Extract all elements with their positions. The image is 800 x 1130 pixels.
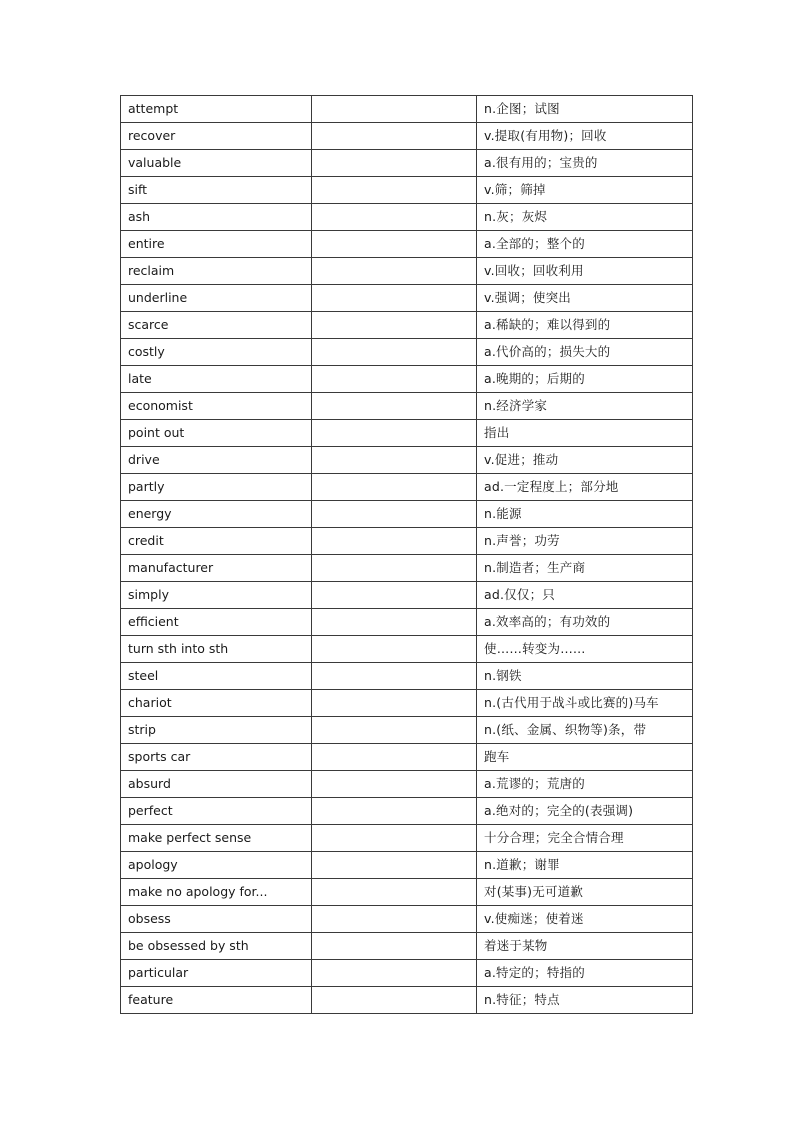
- word-cell: strip: [121, 717, 312, 744]
- word-cell: efficient: [121, 609, 312, 636]
- blank-answer-cell: [312, 339, 477, 366]
- blank-answer-cell: [312, 960, 477, 987]
- meaning-cell: v.筛；筛掉: [477, 177, 693, 204]
- blank-answer-cell: [312, 555, 477, 582]
- blank-answer-cell: [312, 366, 477, 393]
- word-cell: make perfect sense: [121, 825, 312, 852]
- word-cell: chariot: [121, 690, 312, 717]
- meaning-cell: 对(某事)无可道歉: [477, 879, 693, 906]
- blank-answer-cell: [312, 474, 477, 501]
- table-row: [121, 582, 693, 609]
- word-cell: late: [121, 366, 312, 393]
- word-cell: absurd: [121, 771, 312, 798]
- meaning-cell: n.经济学家: [477, 393, 693, 420]
- table-row: [121, 690, 693, 717]
- table-row: [121, 555, 693, 582]
- blank-answer-cell: [312, 150, 477, 177]
- meaning-cell: n.特征；特点: [477, 987, 693, 1014]
- blank-answer-cell: [312, 204, 477, 231]
- word-cell: particular: [121, 960, 312, 987]
- meaning-cell: a.荒谬的；荒唐的: [477, 771, 693, 798]
- table-row: [121, 339, 693, 366]
- blank-answer-cell: [312, 177, 477, 204]
- word-cell: underline: [121, 285, 312, 312]
- table-row: [121, 933, 693, 960]
- meaning-cell: a.晚期的；后期的: [477, 366, 693, 393]
- word-cell: simply: [121, 582, 312, 609]
- blank-answer-cell: [312, 852, 477, 879]
- table-row: [121, 447, 693, 474]
- blank-answer-cell: [312, 285, 477, 312]
- table-row: [121, 717, 693, 744]
- word-cell: attempt: [121, 96, 312, 123]
- meaning-cell: v.强调；使突出: [477, 285, 693, 312]
- meaning-cell: n.制造者；生产商: [477, 555, 693, 582]
- word-cell: credit: [121, 528, 312, 555]
- table-row: [121, 798, 693, 825]
- meaning-cell: a.稀缺的；难以得到的: [477, 312, 693, 339]
- word-cell: valuable: [121, 150, 312, 177]
- meaning-cell: ad.仅仅；只: [477, 582, 693, 609]
- word-cell: make no apology for...: [121, 879, 312, 906]
- blank-answer-cell: [312, 987, 477, 1014]
- blank-answer-cell: [312, 582, 477, 609]
- meaning-cell: a.特定的；特指的: [477, 960, 693, 987]
- blank-answer-cell: [312, 771, 477, 798]
- meaning-cell: a.代价高的；损失大的: [477, 339, 693, 366]
- table-row: [121, 258, 693, 285]
- word-cell: economist: [121, 393, 312, 420]
- word-cell: sports car: [121, 744, 312, 771]
- blank-answer-cell: [312, 609, 477, 636]
- table-row: [121, 231, 693, 258]
- meaning-cell: n.(纸、金属、织物等)条，带: [477, 717, 693, 744]
- table-row: [121, 852, 693, 879]
- table-row: [121, 123, 693, 150]
- blank-answer-cell: [312, 879, 477, 906]
- meaning-cell: 指出: [477, 420, 693, 447]
- meaning-cell: n.钢铁: [477, 663, 693, 690]
- meaning-cell: v.提取(有用物)；回收: [477, 123, 693, 150]
- table-row: [121, 987, 693, 1014]
- blank-answer-cell: [312, 663, 477, 690]
- word-cell: reclaim: [121, 258, 312, 285]
- word-cell: sift: [121, 177, 312, 204]
- table-row: [121, 960, 693, 987]
- meaning-cell: a.绝对的；完全的(表强调): [477, 798, 693, 825]
- table-row: [121, 906, 693, 933]
- word-cell: be obsessed by sth: [121, 933, 312, 960]
- table-row: [121, 96, 693, 123]
- blank-answer-cell: [312, 96, 477, 123]
- table-row: [121, 420, 693, 447]
- word-cell: apology: [121, 852, 312, 879]
- blank-answer-cell: [312, 528, 477, 555]
- word-cell: manufacturer: [121, 555, 312, 582]
- meaning-cell: 跑车: [477, 744, 693, 771]
- meaning-cell: n.声誉；功劳: [477, 528, 693, 555]
- word-cell: point out: [121, 420, 312, 447]
- blank-answer-cell: [312, 825, 477, 852]
- blank-answer-cell: [312, 798, 477, 825]
- blank-answer-cell: [312, 906, 477, 933]
- table-row: [121, 366, 693, 393]
- word-cell: entire: [121, 231, 312, 258]
- blank-answer-cell: [312, 501, 477, 528]
- meaning-cell: v.促进；推动: [477, 447, 693, 474]
- word-cell: turn sth into sth: [121, 636, 312, 663]
- word-cell: drive: [121, 447, 312, 474]
- meaning-cell: a.全部的；整个的: [477, 231, 693, 258]
- meaning-cell: ad.一定程度上；部分地: [477, 474, 693, 501]
- table-row: [121, 825, 693, 852]
- blank-answer-cell: [312, 744, 477, 771]
- table-row: [121, 528, 693, 555]
- vocabulary-table: [120, 95, 693, 1014]
- meaning-cell: 使……转变为……: [477, 636, 693, 663]
- table-row: [121, 204, 693, 231]
- word-cell: feature: [121, 987, 312, 1014]
- blank-answer-cell: [312, 636, 477, 663]
- word-cell: ash: [121, 204, 312, 231]
- word-cell: recover: [121, 123, 312, 150]
- meaning-cell: v.回收；回收利用: [477, 258, 693, 285]
- meaning-cell: v.使痴迷；使着迷: [477, 906, 693, 933]
- table-row: [121, 771, 693, 798]
- meaning-cell: n.(古代用于战斗或比赛的)马车: [477, 690, 693, 717]
- meaning-cell: a.效率高的；有功效的: [477, 609, 693, 636]
- table-row: [121, 312, 693, 339]
- table-row: [121, 744, 693, 771]
- word-cell: scarce: [121, 312, 312, 339]
- meaning-cell: 十分合理；完全合情合理: [477, 825, 693, 852]
- meaning-cell: a.很有用的；宝贵的: [477, 150, 693, 177]
- blank-answer-cell: [312, 717, 477, 744]
- blank-answer-cell: [312, 447, 477, 474]
- word-cell: partly: [121, 474, 312, 501]
- table-row: [121, 879, 693, 906]
- blank-answer-cell: [312, 123, 477, 150]
- blank-answer-cell: [312, 258, 477, 285]
- table-row: [121, 609, 693, 636]
- blank-answer-cell: [312, 690, 477, 717]
- word-cell: costly: [121, 339, 312, 366]
- vocabulary-table-body: [121, 96, 693, 1014]
- blank-answer-cell: [312, 933, 477, 960]
- meaning-cell: n.能源: [477, 501, 693, 528]
- word-cell: perfect: [121, 798, 312, 825]
- meaning-cell: 着迷于某物: [477, 933, 693, 960]
- blank-answer-cell: [312, 420, 477, 447]
- table-row: [121, 177, 693, 204]
- table-row: [121, 663, 693, 690]
- word-cell: steel: [121, 663, 312, 690]
- word-cell: energy: [121, 501, 312, 528]
- blank-answer-cell: [312, 393, 477, 420]
- word-cell: obsess: [121, 906, 312, 933]
- table-row: [121, 285, 693, 312]
- table-row: [121, 474, 693, 501]
- table-row: [121, 501, 693, 528]
- meaning-cell: n.灰；灰烬: [477, 204, 693, 231]
- meaning-cell: n.企图；试图: [477, 96, 693, 123]
- blank-answer-cell: [312, 312, 477, 339]
- table-row: [121, 393, 693, 420]
- table-row: [121, 150, 693, 177]
- blank-answer-cell: [312, 231, 477, 258]
- meaning-cell: n.道歉；谢罪: [477, 852, 693, 879]
- table-row: [121, 636, 693, 663]
